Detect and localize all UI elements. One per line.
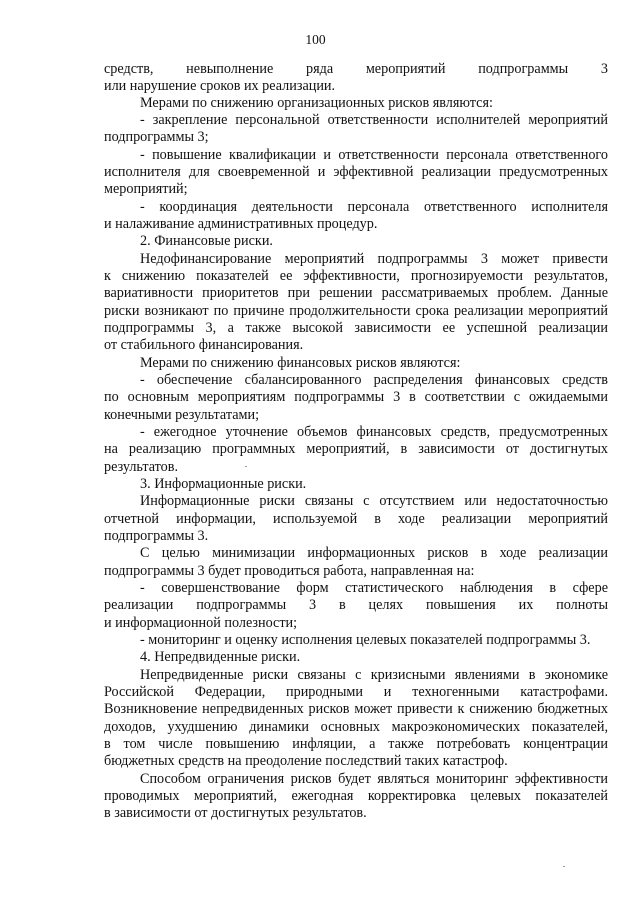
text-line: или нарушение сроков их реализации. — [104, 78, 336, 94]
text-line: - закрепление персональной ответственности исполнителей мероприятий — [140, 112, 608, 128]
text-line: конечными результатами; — [104, 407, 260, 423]
text-line: 2. Финансовые риски. — [140, 233, 273, 249]
text-line: вариативности приоритетов при решении рассматриваемых проблем. Данные — [104, 285, 608, 301]
text-line: проводимых мероприятий, ежегодная корректировка целевых показателей — [104, 788, 608, 804]
text-line: результатов. — [104, 459, 179, 475]
text-line: - ежегодное уточнение объемов финансовых средств, предусмотренных — [140, 424, 608, 440]
text-line: реализации подпрограммы 3 в целях повышения их полноты — [104, 597, 608, 613]
text-line: риски возникают по причине продолжительности срока реализации мероприятий — [104, 303, 608, 319]
text-line: Непредвиденные риски связаны с кризисными явлениями в экономике — [140, 667, 608, 683]
text-line: 4. Непредвиденные риски. — [140, 649, 301, 665]
text-line: подпрограммы 3; — [104, 129, 209, 145]
text-line: средств, невыполнение ряда мероприятий подпрограммы 3 — [104, 61, 608, 77]
page-number: 100 — [305, 32, 326, 47]
text-line: и информационной полезности; — [104, 615, 298, 631]
text-line: и налаживание административных процедур. — [104, 216, 378, 232]
text-line: отчетной информации, используемой в ходе реализации мероприятий — [104, 511, 608, 527]
text-line: в том числе повышению инфляции, а также потребовать концентрации — [104, 736, 608, 752]
text-line: Недофинансирование мероприятий подпрограммы 3 может привести — [140, 251, 608, 267]
text-line: подпрограммы 3, а также высокой зависимости ее успешной реализации — [104, 320, 608, 336]
text-line: по основным мероприятиям подпрограммы 3 в соответствии с ожидаемыми — [104, 389, 608, 405]
text-line: к снижению показателей ее эффективности, прогнозируемости результатов, — [104, 268, 608, 284]
text-line: - повышение квалификации и ответственности персонала ответственного — [140, 147, 608, 163]
text-line: бюджетных средств на преодоление последствий таких катастроф. — [104, 753, 508, 769]
text-line: доходов, ухудшению динамики основных макроэкономических показателей, — [104, 719, 608, 735]
text-line: - координация деятельности персонала ответственного исполнителя — [140, 199, 608, 215]
text-line: от стабильного финансирования. — [104, 337, 304, 353]
text-line: С целью минимизации информационных рисков в ходе реализации — [140, 545, 608, 561]
text-line: исполнителя для своевременной и эффективной реализации предусмотренных — [104, 164, 608, 180]
text-line: в зависимости от достигнутых результатов. — [104, 805, 367, 821]
text-line: Способом ограничения рисков будет являться мониторинг эффективности — [140, 771, 608, 787]
text-line: 3. Информационные риски. — [140, 476, 307, 492]
text-line: подпрограммы 3 будет проводиться работа, направленная на: — [104, 563, 475, 579]
text-line: на реализацию программных мероприятий, в зависимости от достигнутых — [104, 441, 608, 457]
scan-speck — [245, 466, 247, 467]
scan-speck — [563, 866, 565, 867]
text-line: Мерами по снижению финансовых рисков являются: — [140, 355, 461, 371]
text-line: Мерами по снижению организационных рисков являются: — [140, 95, 493, 111]
text-line: Возникновение непредвиденных рисков может привести к снижению бюджетных — [104, 701, 608, 717]
text-line: - мониторинг и оценку исполнения целевых показателей подпрограммы 3. — [140, 632, 591, 648]
text-line: Российской Федерации, природными и техногенными катастрофами. — [104, 684, 608, 700]
text-line: - обеспечение сбалансированного распределения финансовых средств — [140, 372, 608, 388]
text-line: подпрограммы 3. — [104, 528, 209, 544]
text-line: мероприятий; — [104, 181, 188, 197]
text-line: Информационные риски связаны с отсутствием или недостаточностью — [140, 493, 608, 509]
text-line: - совершенствование форм статистического наблюдения в сфере — [140, 580, 608, 596]
